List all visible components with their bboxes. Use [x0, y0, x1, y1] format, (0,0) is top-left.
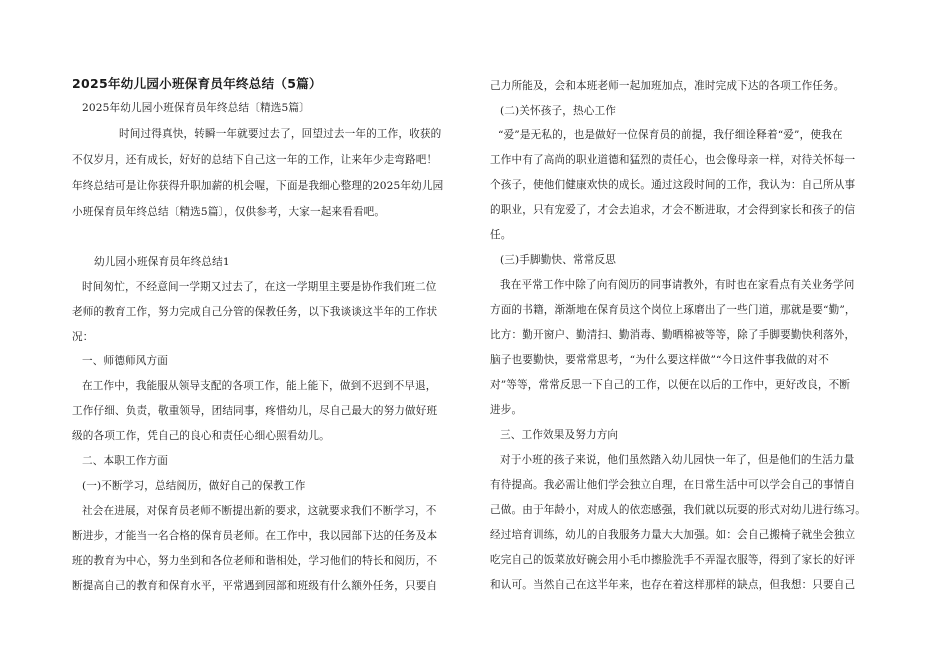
paragraph-line: 班的教育为中心，努力坐到和各位老师和谐相处，学习他们的特长和阅历，不	[72, 555, 438, 567]
subtitle: 2025年幼儿园小班保育员年终总结〔精选5篇〕	[82, 102, 310, 114]
paragraph-line: 老师的教育工作，努力完成自己分管的保教任务，以下我谈谈这半年的工作状	[72, 306, 438, 318]
paragraph-line: 个孩子，使他们健康欢快的成长。通过这段时间的工作，我认为：自己所从事	[490, 179, 856, 191]
paragraph-line: 时间过得真快，转瞬一年就要过去了，回望过去一年的工作，收获的	[119, 128, 442, 140]
subsection-heading: (二)关怀孩子，热心工作	[500, 105, 617, 117]
section-heading: 二、本职工作方面	[82, 455, 168, 467]
paragraph-line: 社会在进展，对保育员老师不断提出新的要求，这就要求我们不断学习，不	[82, 505, 437, 517]
paragraph-line: 己力所能及，会和本班老师一起加班加点，准时完成下达的各项工作任务。	[490, 80, 845, 92]
section-heading: 幼儿园小班保育员年终总结1	[94, 256, 230, 268]
subsection-heading: (三)手脚勤快、常常反思	[500, 254, 617, 266]
section-heading: 三、工作效果及努力方向	[500, 429, 619, 441]
paragraph-line: 我在平常工作中除了向有阅历的同事请教外，有时也在家看点有关业务学问	[500, 279, 855, 291]
subsection-heading: (一)不断学习，总结阅历，做好自己的保教工作	[82, 480, 306, 492]
paragraph-line: 和认可。当然自己在这半年来，也存在着这样那样的缺点，但我想：只要自己	[490, 579, 856, 591]
paragraph-line: 脑子也要勤快，要常常思考，“为什么要这样做”“今日这件事我做的对不	[490, 354, 830, 366]
paragraph-line: 己做。由于年龄小，对成人的依恋感强，我们就以玩耍的形式对幼儿进行练习。	[490, 504, 867, 516]
paragraph-line: 吃完自己的饭菜放好碗会用小毛巾擦脸洗手不弄湿衣服等，得到了家长的好评	[490, 554, 856, 566]
paragraph-line: 的职业，只有宠爱了，才会去追求，才会不断进取，才会得到家长和孩子的信	[490, 204, 856, 216]
paragraph-line: 小班保育员年终总结〔精选5篇〕，仅供参考，大家一起来看看吧。	[72, 206, 386, 218]
paragraph-line: 对于小班的孩子来说，他们虽然踏入幼儿园快一年了，但是他们的生活力量	[500, 454, 855, 466]
paragraph-line: “爱”是无私的，也是做好一位保育员的前提，我仔细诠释着“爱”，使我在	[498, 129, 843, 141]
paragraph-line: 有待提高。我必需让他们学会独立自理，在日常生活中可以学会自己的事情自	[490, 479, 856, 491]
paragraph-line: 年终总结可是让你获得升职加薪的机会喔，下面是我细心整理的2025年幼儿园	[72, 180, 444, 192]
section-heading: 一、师德师风方面	[82, 355, 168, 367]
paragraph-line: 时间匆忙，不经意间一学期又过去了，在这一学期里主要是协作我们班二位	[82, 281, 437, 293]
paragraph-line: 对”等等，常常反思一下自己的工作，以便在以后的工作中，更好改良，不断	[490, 379, 851, 391]
paragraph-line: 工作中有了高尚的职业道德和猛烈的责任心，也会像母亲一样，对待关怀每一	[490, 154, 856, 166]
paragraph-line: 断进步，才能当一名合格的保育员老师。在工作中，我以园部下达的任务及本	[72, 530, 438, 542]
paragraph-line: 级的各项工作，凭自己的良心和责任心细心照看幼儿。	[72, 430, 330, 442]
paragraph-line: 工作仔细、负责，敬重领导，团结同事，疼惜幼儿，尽自己最大的努力做好班	[72, 405, 438, 417]
paragraph-line: 比方：勤开窗户、勤清扫、勤消毒、勤晒棉被等等，除了手脚要勤快利落外，	[490, 329, 856, 341]
document-title: 2025年幼儿园小班保育员年终总结（5篇）	[72, 76, 322, 91]
paragraph-line: 方面的书籍，渐渐地在保育员这个岗位上琢磨出了一些门道，那就是要“勤”，	[490, 304, 856, 316]
paragraph-line: 进步。	[490, 404, 523, 416]
paragraph-line: 经过培育训练，幼儿的自我服务力量大大加强。如：会自己搬椅子就坐会独立	[490, 529, 856, 541]
paragraph-line: 断提高自己的教育和保育水平，平常遇到园部和班级有什么额外任务，只要自	[72, 580, 438, 592]
paragraph-line: 不仅岁月，还有成长，好好的总结下自己这一年的工作，让来年少走弯路吧！	[72, 154, 438, 166]
paragraph-line: 任。	[490, 229, 512, 241]
paragraph-line: 况：	[72, 331, 94, 343]
paragraph-line: 在工作中，我能服从领导支配的各项工作，能上能下，做到不迟到不早退，	[82, 380, 437, 392]
